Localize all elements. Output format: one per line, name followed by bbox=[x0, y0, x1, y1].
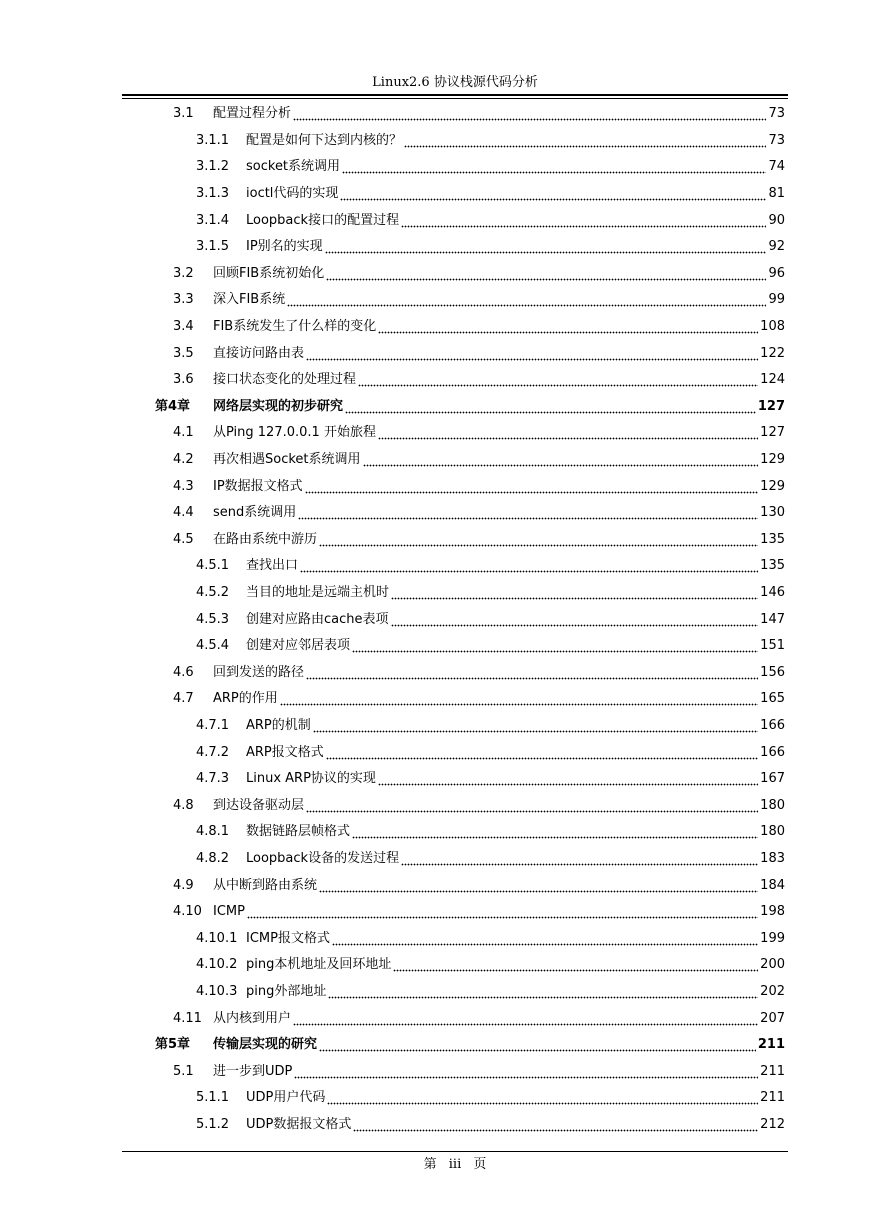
toc-entry-page: 130 bbox=[760, 505, 785, 521]
page-header: Linux2.6 协议栈源代码分析 bbox=[372, 75, 538, 90]
toc-dot-leader bbox=[306, 799, 758, 813]
toc-entry-number: 4.8.2 bbox=[196, 851, 230, 867]
toc-dot-leader bbox=[293, 1012, 758, 1026]
toc-entry[interactable] bbox=[196, 1112, 785, 1139]
toc-entry-page: 198 bbox=[760, 904, 785, 920]
toc-dot-leader bbox=[300, 559, 758, 573]
toc-entry-page: 135 bbox=[760, 531, 785, 547]
toc-entry-number: 4.9 bbox=[173, 877, 194, 893]
toc-entry[interactable] bbox=[173, 1059, 785, 1086]
toc-dot-leader bbox=[325, 240, 767, 254]
toc-dot-leader bbox=[363, 453, 759, 467]
toc-entry[interactable] bbox=[155, 394, 785, 421]
toc-entry-number: 4.6 bbox=[173, 664, 194, 680]
toc-entry[interactable] bbox=[173, 793, 785, 820]
toc-entry[interactable] bbox=[196, 739, 785, 766]
toc-entry-number: 4.10.2 bbox=[196, 957, 238, 973]
toc-entry-title: 配置过程分析 bbox=[213, 106, 292, 122]
toc-dot-leader bbox=[306, 347, 758, 361]
toc-entry-number: 3.1 bbox=[173, 106, 194, 122]
toc-entry-title: 配置是如何下达到内核的？ bbox=[246, 132, 403, 148]
toc-entry-number: 4.7.1 bbox=[196, 718, 230, 734]
toc-entry[interactable] bbox=[196, 846, 785, 873]
toc-dot-leader bbox=[280, 692, 758, 706]
toc-dot-leader bbox=[401, 214, 766, 228]
toc-entry-number: 4.3 bbox=[173, 478, 194, 494]
toc-entry-page: 180 bbox=[760, 797, 785, 813]
toc-entry-page: 211 bbox=[760, 1063, 785, 1079]
toc-entry-page: 180 bbox=[760, 824, 785, 840]
toc-entry-title: IP别名的实现 bbox=[246, 239, 323, 255]
toc-entry-number: 5.1.2 bbox=[196, 1117, 230, 1133]
toc-entry-number: 4.5.4 bbox=[196, 638, 230, 654]
footer-rule bbox=[122, 1151, 788, 1152]
toc-entry-title: 深入FIB系统 bbox=[213, 292, 286, 308]
toc-entry-title: 从中断到路由系统 bbox=[213, 877, 318, 893]
toc-entry-title: Loopback设备的发送过程 bbox=[246, 851, 400, 867]
toc-entry[interactable] bbox=[173, 287, 785, 314]
toc-entry-title: ICMP bbox=[213, 904, 245, 920]
toc-dot-leader bbox=[404, 134, 766, 148]
toc-entry-number: 3.1.2 bbox=[196, 159, 230, 175]
toc-entry-title: UDP数据报文格式 bbox=[246, 1117, 352, 1133]
toc-dot-leader bbox=[305, 480, 758, 494]
toc-entry-page: 99 bbox=[768, 292, 785, 308]
toc-entry-title: 传输层实现的研究 bbox=[213, 1037, 318, 1053]
toc-dot-leader bbox=[298, 506, 758, 520]
toc-entry-page: 166 bbox=[760, 744, 785, 760]
toc-entry-title: 在路由系统中游历 bbox=[213, 531, 318, 547]
toc-entry[interactable] bbox=[196, 128, 785, 155]
toc-entry[interactable] bbox=[196, 766, 785, 793]
toc-entry-number: 3.1.5 bbox=[196, 239, 230, 255]
toc-entry[interactable] bbox=[173, 473, 785, 500]
toc-entry-title: 查找出口 bbox=[246, 558, 299, 574]
toc-entry-number: 3.2 bbox=[173, 265, 194, 281]
toc-entry-title: 网络层实现的初步研究 bbox=[213, 398, 344, 414]
toc-entry[interactable] bbox=[173, 340, 785, 367]
toc-entry-title: ioctl代码的实现 bbox=[246, 186, 339, 202]
toc-entry-page: 124 bbox=[760, 372, 785, 388]
toc-entry-page: 165 bbox=[760, 691, 785, 707]
toc-entry-number: 4.1 bbox=[173, 425, 194, 441]
toc-entry-page: 127 bbox=[760, 425, 785, 441]
toc-entry-title: IP数据报文格式 bbox=[213, 478, 303, 494]
toc-entry-title: 直接访问路由表 bbox=[213, 345, 305, 361]
toc-entry-number: 4.5.3 bbox=[196, 611, 230, 627]
toc-entry[interactable] bbox=[173, 500, 785, 527]
toc-entry-number: 5.1 bbox=[173, 1063, 194, 1079]
toc-entry-page: 73 bbox=[768, 106, 785, 122]
header-rule-thin bbox=[122, 98, 788, 99]
toc-dot-leader bbox=[332, 932, 758, 946]
toc-entry-page: 211 bbox=[757, 1037, 785, 1053]
toc-entry[interactable] bbox=[173, 660, 785, 687]
toc-entry[interactable] bbox=[173, 872, 785, 899]
toc-entry-number: 3.1.3 bbox=[196, 186, 230, 202]
toc-entry-title: ping本机地址及回环地址 bbox=[246, 957, 392, 973]
toc-dot-leader bbox=[327, 1091, 758, 1105]
toc-dot-leader bbox=[352, 825, 758, 839]
toc-entry-title: 回到发送的路径 bbox=[213, 664, 305, 680]
toc-dot-leader bbox=[326, 746, 758, 760]
toc-dot-leader bbox=[342, 160, 766, 174]
toc-entry-number: 4.10 bbox=[173, 904, 202, 920]
toc-entry-page: 184 bbox=[760, 877, 785, 893]
toc-entry[interactable] bbox=[196, 819, 785, 846]
page-number: 第 iii 页 bbox=[423, 1157, 487, 1172]
toc-dot-leader bbox=[391, 586, 758, 600]
toc-dot-leader bbox=[294, 1065, 758, 1079]
toc-entry[interactable] bbox=[196, 606, 785, 633]
toc-entry[interactable] bbox=[173, 1005, 785, 1032]
toc-entry-page: 73 bbox=[768, 132, 785, 148]
toc-entry-page: 92 bbox=[768, 239, 785, 255]
toc-entry-page: 207 bbox=[760, 1010, 785, 1026]
toc-entry-page: 96 bbox=[768, 265, 785, 281]
toc-entry-number: 4.8 bbox=[173, 797, 194, 813]
toc-entry-number: 3.1.4 bbox=[196, 212, 230, 228]
toc-entry-title: UDP用户代码 bbox=[246, 1090, 326, 1106]
toc-dot-leader bbox=[340, 187, 766, 201]
toc-entry-page: 212 bbox=[760, 1117, 785, 1133]
toc-entry[interactable] bbox=[173, 261, 785, 288]
toc-entry-title: 创建对应邻居表项 bbox=[246, 638, 351, 654]
toc-entry-number: 4.10.1 bbox=[196, 930, 238, 946]
toc-dot-leader bbox=[345, 400, 756, 414]
toc-dot-leader bbox=[353, 1118, 758, 1132]
toc-entry-number: 4.7.3 bbox=[196, 771, 230, 787]
toc-entry-page: 81 bbox=[768, 186, 785, 202]
toc-entry[interactable] bbox=[196, 952, 785, 979]
toc-dot-leader bbox=[319, 533, 758, 547]
toc-entry-number: 3.4 bbox=[173, 319, 194, 335]
toc-dot-leader bbox=[293, 107, 766, 121]
toc-entry[interactable] bbox=[196, 553, 785, 580]
toc-entry-page: 90 bbox=[768, 212, 785, 228]
toc-entry-page: 74 bbox=[768, 159, 785, 175]
toc-dot-leader bbox=[306, 666, 758, 680]
toc-entry-page: 211 bbox=[760, 1090, 785, 1106]
toc-entry-title: ARP的机制 bbox=[246, 718, 311, 734]
toc-entry-page: 135 bbox=[760, 558, 785, 574]
toc-dot-leader bbox=[358, 373, 758, 387]
toc-entry-number: 4.5.1 bbox=[196, 558, 230, 574]
toc-entry-page: 167 bbox=[760, 771, 785, 787]
toc-entry-title: 创建对应路由cache表项 bbox=[246, 611, 389, 627]
toc-entry[interactable] bbox=[196, 154, 785, 181]
toc-dot-leader bbox=[378, 772, 758, 786]
toc-entry-number: 第5章 bbox=[155, 1037, 191, 1053]
toc-entry-page: 156 bbox=[760, 664, 785, 680]
toc-entry-page: 127 bbox=[757, 398, 785, 414]
toc-entry[interactable] bbox=[196, 633, 785, 660]
toc-entry[interactable] bbox=[173, 314, 785, 341]
toc-entry-number: 5.1.1 bbox=[196, 1090, 230, 1106]
toc-entry-number: 4.7 bbox=[173, 691, 194, 707]
toc-entry-page: 151 bbox=[760, 638, 785, 654]
toc-entry[interactable] bbox=[173, 527, 785, 554]
toc-entry-number: 4.5.2 bbox=[196, 585, 230, 601]
toc-entry[interactable] bbox=[196, 234, 785, 261]
toc-entry[interactable] bbox=[173, 899, 785, 926]
toc-entry-page: 108 bbox=[760, 319, 785, 335]
toc-entry-title: 接口状态变化的处理过程 bbox=[213, 372, 357, 388]
toc-entry-title: ARP报文格式 bbox=[246, 744, 324, 760]
toc-dot-leader bbox=[319, 1038, 756, 1052]
toc-entry-title: socket系统调用 bbox=[246, 159, 341, 175]
toc-entry[interactable] bbox=[196, 979, 785, 1006]
toc-entry[interactable] bbox=[155, 1032, 785, 1059]
toc-dot-leader bbox=[378, 320, 758, 334]
toc-entry-page: 129 bbox=[760, 478, 785, 494]
toc-entry-title: ping外部地址 bbox=[246, 984, 327, 1000]
toc-entry-number: 4.2 bbox=[173, 452, 194, 468]
toc-entry-number: 4.8.1 bbox=[196, 824, 230, 840]
toc-dot-leader bbox=[326, 267, 766, 281]
toc-dot-leader bbox=[313, 719, 758, 733]
toc-entry-number: 第4章 bbox=[155, 398, 191, 414]
toc-entry-title: 回顾FIB系统初始化 bbox=[213, 265, 325, 281]
toc-entry-title: 从内核到用户 bbox=[213, 1010, 292, 1026]
toc-dot-leader bbox=[401, 852, 758, 866]
toc-entry-page: 199 bbox=[760, 930, 785, 946]
toc-entry-number: 3.3 bbox=[173, 292, 194, 308]
toc-entry-number: 3.6 bbox=[173, 372, 194, 388]
toc-entry-number: 4.5 bbox=[173, 531, 194, 547]
toc-entry[interactable] bbox=[196, 1085, 785, 1112]
toc-entry[interactable] bbox=[196, 580, 785, 607]
toc-dot-leader bbox=[378, 426, 758, 440]
toc-dot-leader bbox=[393, 958, 758, 972]
toc-entry[interactable] bbox=[173, 420, 785, 447]
toc-entry-page: 147 bbox=[760, 611, 785, 627]
toc-entry-number: 4.10.3 bbox=[196, 984, 238, 1000]
toc-entry-page: 202 bbox=[760, 984, 785, 1000]
toc-entry-number: 3.1.1 bbox=[196, 132, 230, 148]
toc-entry[interactable] bbox=[196, 181, 785, 208]
toc-entry-title: 再次相遇Socket系统调用 bbox=[213, 452, 361, 468]
toc-entry-number: 3.5 bbox=[173, 345, 194, 361]
toc-dot-leader bbox=[391, 613, 759, 627]
toc-dot-leader bbox=[287, 293, 766, 307]
toc-dot-leader bbox=[247, 905, 758, 919]
toc-entry-title: FIB系统发生了什么样的变化 bbox=[213, 319, 377, 335]
toc-entry[interactable] bbox=[196, 713, 785, 740]
toc-entry-page: 200 bbox=[760, 957, 785, 973]
toc-entry-title: ICMP报文格式 bbox=[246, 930, 330, 946]
toc-entry-title: Linux ARP协议的实现 bbox=[246, 771, 376, 787]
toc-entry-page: 146 bbox=[760, 585, 785, 601]
toc-entry[interactable] bbox=[173, 101, 785, 128]
toc-entry-title: Loopback接口的配置过程 bbox=[246, 212, 400, 228]
toc-entry-title: ARP的作用 bbox=[213, 691, 278, 707]
toc-dot-leader bbox=[352, 639, 758, 653]
toc-entry-number: 4.7.2 bbox=[196, 744, 230, 760]
toc-dot-leader bbox=[319, 879, 758, 893]
header-rule-thick bbox=[122, 94, 788, 96]
toc-entry-title: 从Ping 127.0.0.1 开始旅程 bbox=[213, 425, 376, 441]
toc-entry[interactable] bbox=[173, 686, 785, 713]
toc-entry-title: 当目的地址是远端主机时 bbox=[246, 585, 390, 601]
toc-entry[interactable] bbox=[173, 447, 785, 474]
toc-entry[interactable] bbox=[196, 207, 785, 234]
toc-entry-page: 166 bbox=[760, 718, 785, 734]
toc-entry-title: 数据链路层帧格式 bbox=[246, 824, 351, 840]
toc-entry-page: 122 bbox=[760, 345, 785, 361]
toc-entry-title: send系统调用 bbox=[213, 505, 297, 521]
toc-entry-page: 183 bbox=[760, 851, 785, 867]
toc-dot-leader bbox=[328, 985, 758, 999]
toc-entry[interactable] bbox=[173, 367, 785, 394]
toc-entry-page: 129 bbox=[760, 452, 785, 468]
toc-entry-number: 4.4 bbox=[173, 505, 194, 521]
toc-entry-title: 到达设备驱动层 bbox=[213, 797, 305, 813]
toc-entry[interactable] bbox=[196, 926, 785, 953]
toc-entry-title: 进一步到UDP bbox=[213, 1063, 293, 1079]
toc-entry-number: 4.11 bbox=[173, 1010, 202, 1026]
